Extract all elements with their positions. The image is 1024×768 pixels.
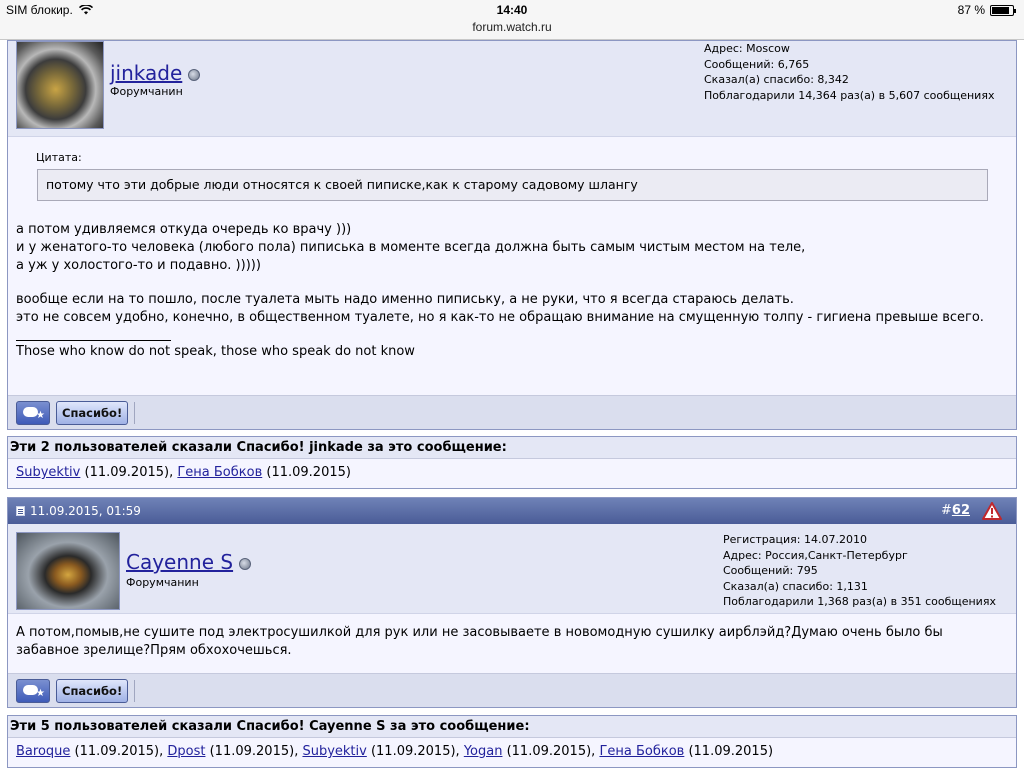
message-line: забавное зрелище?Прям обхохочешься. — [16, 643, 292, 658]
user-info-posts: Сообщений: 6,765 — [704, 57, 810, 71]
thanks-user-link[interactable]: Гена Бобков — [177, 465, 263, 480]
thanks-user-link[interactable]: Гена Бобков — [599, 744, 685, 759]
username-link[interactable] — [110, 61, 200, 85]
post-document-icon — [16, 506, 25, 516]
quote-reply-button[interactable] — [16, 401, 50, 425]
thanks-user-link[interactable]: Subyektiv — [302, 744, 367, 759]
post-userbar — [8, 524, 1016, 614]
status-right — [958, 3, 1014, 17]
quote-reply-button[interactable] — [16, 679, 50, 703]
post-userbar — [8, 41, 1016, 137]
post-footer — [8, 673, 1016, 707]
thanks-button[interactable]: Спасибо! — [56, 401, 128, 425]
footer-divider — [134, 402, 135, 424]
thanks-date: (11.09.2015) — [506, 744, 592, 759]
message-paragraph — [16, 291, 1008, 327]
battery-icon — [990, 5, 1014, 16]
message-line: а уж у холостого-то и подавно. ))))) — [16, 258, 261, 273]
thanks-date: (11.09.2015) — [688, 744, 774, 759]
post-footer — [8, 395, 1016, 429]
user-info — [723, 532, 996, 610]
username[interactable]: Cayenne S — [126, 550, 234, 574]
footer-divider — [134, 680, 135, 702]
signature-divider — [16, 329, 1008, 343]
thanks-user-link[interactable]: Baroque — [16, 744, 71, 759]
thanks-title: Эти 2 пользователей сказали Спасибо! jinkade за это сообщение: — [8, 437, 1016, 459]
address-bar[interactable]: forum.watch.ru — [472, 20, 552, 34]
message-line: вообще если на то пошло, после туалета мыть надо именно пипиську, а не руки, что я всегда стараюсь делать. — [16, 292, 794, 307]
post — [7, 40, 1017, 430]
online-status-icon — [188, 69, 200, 81]
star-icon: ★ — [36, 409, 45, 421]
thanks-user-link[interactable]: Subyektiv — [16, 465, 81, 480]
thanks-title: Эти 5 пользователей сказали Спасибо! Cayenne S за это сообщение: — [8, 716, 1016, 738]
thanks-list: Subyektiv (11.09.2015), Гена Бобков (11.09.2015) — [16, 465, 351, 480]
star-icon: ★ — [36, 687, 45, 699]
signature: Those who know do not speak, those who speak do not know — [16, 344, 415, 359]
thanks-box — [7, 715, 1017, 768]
post-header — [8, 498, 1016, 524]
post-body — [8, 624, 1016, 660]
status-bar — [0, 0, 1024, 40]
user-avatar[interactable] — [16, 41, 104, 129]
post-number-prefix: # — [941, 503, 952, 518]
user-info-was-thanked: Поблагодарили 1,368 раз(а) в 351 сообщениях — [723, 595, 996, 608]
user-info-thanked: Сказал(а) спасибо: 8,342 — [704, 73, 849, 86]
message-line: это не совсем удобно, конечно, в общественном туалете, но я как-то не обращаю внимание на смущенную толпу - гигиена превыше всего. — [16, 310, 984, 325]
thanks-user-link[interactable]: Dpost — [167, 744, 206, 759]
online-status-icon — [239, 558, 251, 570]
user-info-was-thanked: Поблагодарили 14,364 раз(а) в 5,607 сообщениях — [704, 88, 995, 102]
message-paragraph — [16, 624, 1008, 660]
thanks-box — [7, 436, 1017, 489]
thanks-date: (11.09.2015) — [266, 465, 351, 480]
report-warning-icon[interactable] — [982, 502, 1002, 520]
post-number — [941, 503, 970, 518]
user-info-address: Адрес: Россия,Санкт-Петербург — [723, 548, 908, 562]
clock: 14:40 — [496, 3, 528, 17]
battery-percent: 87 % — [957, 3, 985, 17]
post-body — [8, 149, 1016, 361]
username-link[interactable] — [126, 550, 251, 574]
thanks-list: Baroque (11.09.2015), Dpost (11.09.2015), Subyektiv (11.09.2015), Yogan (11.09.2015), Гена Бобков (11.09.2015) — [16, 744, 774, 759]
thanks-date: (11.09.2015) — [84, 465, 170, 480]
thanks-date: (11.09.2015) — [209, 744, 295, 759]
post-number-link[interactable]: 62 — [951, 503, 970, 518]
post — [7, 497, 1017, 708]
thanks-user-link[interactable]: Yogan — [463, 744, 503, 759]
user-info-registration: Регистрация: 14.07.2010 — [723, 533, 867, 546]
user-info-posts: Сообщений: 795 — [723, 564, 818, 577]
username[interactable]: jinkade — [110, 61, 183, 85]
message-line: и у женатого-то человека (любого пола) пиписька в моменте всегда должна быть самым чистым местом на теле, — [16, 240, 806, 255]
user-title: Форумчанин — [126, 576, 199, 589]
post-datetime: 11.09.2015, 01:59 — [30, 504, 141, 518]
user-avatar[interactable] — [16, 532, 120, 610]
quote-label: Цитата: — [36, 151, 82, 164]
user-info-thanked: Сказал(а) спасибо: 1,131 — [723, 579, 868, 593]
message-paragraph — [16, 221, 1008, 275]
user-title: Форумчанин — [110, 85, 183, 98]
thanks-button[interactable]: Спасибо! — [56, 679, 128, 703]
message-line: А потом,помыв,не сушите под электросушилкой для рук или не засовываете в новомодную сушилку аирблэйд?Думаю очень было бы — [16, 625, 943, 640]
quote-box: потому что эти добрые люди относятся к своей пиписке,как к старому садовому шлангу — [37, 169, 988, 201]
user-info — [704, 41, 994, 103]
message-line: а потом удивляемся откуда очередь ко врачу ))) — [16, 222, 352, 237]
thanks-date: (11.09.2015) — [370, 744, 456, 759]
user-info-address: Адрес: Moscow — [704, 42, 790, 55]
thanks-date: (11.09.2015) — [74, 744, 160, 759]
carrier-label: SIM блокир. — [6, 3, 73, 17]
